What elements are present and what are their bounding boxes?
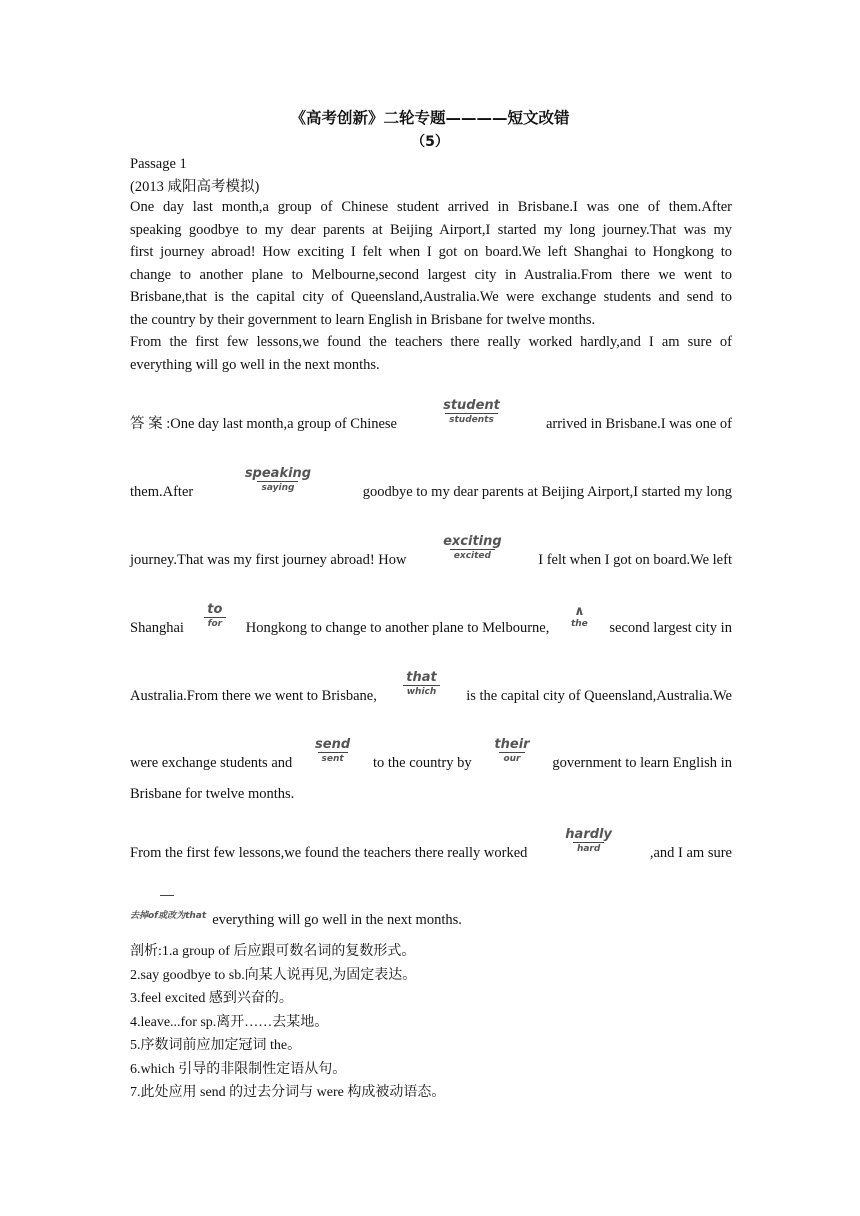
correction-original: hardly (565, 827, 612, 842)
answer-line-3 (130, 534, 732, 572)
answer-text: journey.That was my first journey abroad! How (130, 552, 407, 568)
page-title: 《高考创新》二轮专题————短文改错 (290, 109, 570, 127)
correction-exciting (443, 534, 502, 562)
correction-fix: excited (450, 549, 495, 562)
paragraph-line: speaking goodbye to my dear parents at Beijing Airport,I started my long journey.That was my (130, 221, 732, 238)
answer-text: Brisbane for twelve months. (130, 786, 295, 802)
correction-fix: our (499, 752, 524, 765)
correction-their (494, 737, 529, 765)
correction-fix: for (204, 617, 227, 630)
paragraph-line: From the first few lessons,we found the teachers there really worked hardly,and I am sure of (130, 334, 732, 350)
delete-bar-icon (160, 895, 174, 896)
correction-speaking (245, 466, 311, 494)
correction-original: speaking (244, 466, 312, 481)
paragraph-line: One day last month,a group of Chinese student arrived in Brisbane.I was one of them.After (130, 199, 732, 215)
answer-line-5 (130, 670, 732, 708)
correction-original: send (315, 737, 351, 752)
correction-fix: the (570, 619, 588, 629)
passage-header (130, 153, 732, 198)
correction-hardly (565, 827, 612, 855)
correction-student (443, 398, 500, 426)
analysis-item: 5.序数词前应加定冠词 the。 (130, 1038, 302, 1053)
passage-label: Passage 1 (130, 156, 187, 172)
answer-text: goodbye to my dear parents at Beijing Airport,I started my long (362, 484, 732, 500)
answer-text: ,and I am sure (649, 845, 732, 861)
passage-paragraph-1 (130, 196, 732, 332)
correction-that (403, 670, 441, 698)
correction-original: to (207, 602, 223, 617)
correction-original: that (406, 670, 437, 685)
paragraph-line: Brisbane,that is the capital city of Queensland,Australia.We were exchange students and send to (130, 289, 732, 306)
answer-text: Shanghai (130, 620, 184, 636)
analysis-item: 2.say goodbye to sb.向某人说再见,为固定表达。 (130, 967, 417, 983)
correction-fix: students (445, 413, 498, 426)
paragraph-line: change to another plane to Melbourne,second largest city in Australia.From there we went to (130, 266, 732, 283)
correction-fix: which (403, 685, 441, 698)
answer-line-1 (130, 398, 732, 436)
answer-text: were exchange students and (130, 755, 293, 771)
correction-to (204, 602, 227, 630)
correction-original: exciting (443, 534, 502, 549)
passage-source: (2013 咸阳高考模拟) (130, 178, 260, 195)
answer-line-4 (130, 602, 732, 640)
answer-text: second largest city in (609, 620, 732, 636)
paragraph-line: everything will go well in the next months. (130, 356, 380, 373)
correction-original: their (494, 737, 530, 752)
analysis-item: 6.which 引导的非限制性定语从句。 (130, 1061, 347, 1077)
correction-fix: hard (573, 842, 604, 855)
analysis-item: 4.leave...for sp.离开……去某地。 (130, 1014, 329, 1030)
analysis-item: 3.feel excited 感到兴奋的。 (130, 991, 293, 1006)
answer-text: government to learn English in (552, 755, 732, 771)
correction-fix: sent (318, 752, 348, 765)
answer-line-6 (130, 737, 732, 775)
answer-line-8 (130, 827, 732, 865)
paragraph-line: the country by their government to learn English in Brisbane for twelve months. (130, 311, 596, 328)
correction-fix: 去掉of或改为that (130, 911, 207, 921)
caret-icon: ∧ (574, 604, 585, 619)
answer-text: I felt when I got on board.We left (538, 552, 732, 568)
answer-text: Hongkong to change to another plane to Melbourne, (245, 620, 550, 636)
answer-line-7 (130, 782, 732, 806)
correction-insert-the (567, 606, 592, 630)
analysis-item: 7.此处应用 send 的过去分词与 were 构成被动语态。 (130, 1085, 446, 1100)
correction-fix: saying (257, 481, 298, 494)
answer-text: Australia.From there we went to Brisbane, (130, 688, 377, 704)
answer-text: them.After (130, 484, 194, 500)
answer-text: arrived in Brisbane.I was one of (545, 416, 732, 432)
answer-text: is the capital city of Queensland,Australia.We (466, 688, 732, 704)
analysis-section (130, 940, 732, 1105)
correction-delete-of (130, 904, 206, 928)
answer-line-2 (130, 466, 732, 504)
analysis-item: 剖析:1.a group of 后应跟可数名词的复数形式。 (130, 944, 416, 959)
answer-text: From the first few lessons,we found the teachers there really worked (130, 845, 528, 861)
answer-line-9 (130, 908, 732, 932)
page-subtitle: （5） (411, 134, 449, 150)
correction-send (315, 737, 350, 765)
correction-original: student (443, 398, 500, 413)
answer-text: to the country by (372, 755, 472, 771)
passage-paragraph-2 (130, 331, 732, 376)
answer-text: 答 案 :One day last month,a group of Chinese (130, 416, 397, 432)
paragraph-line: first journey abroad! How exciting I felt when I got on board.We left Shanghai to Hongkong to (130, 244, 732, 261)
answer-text: everything will go well in the next months. (212, 912, 462, 928)
